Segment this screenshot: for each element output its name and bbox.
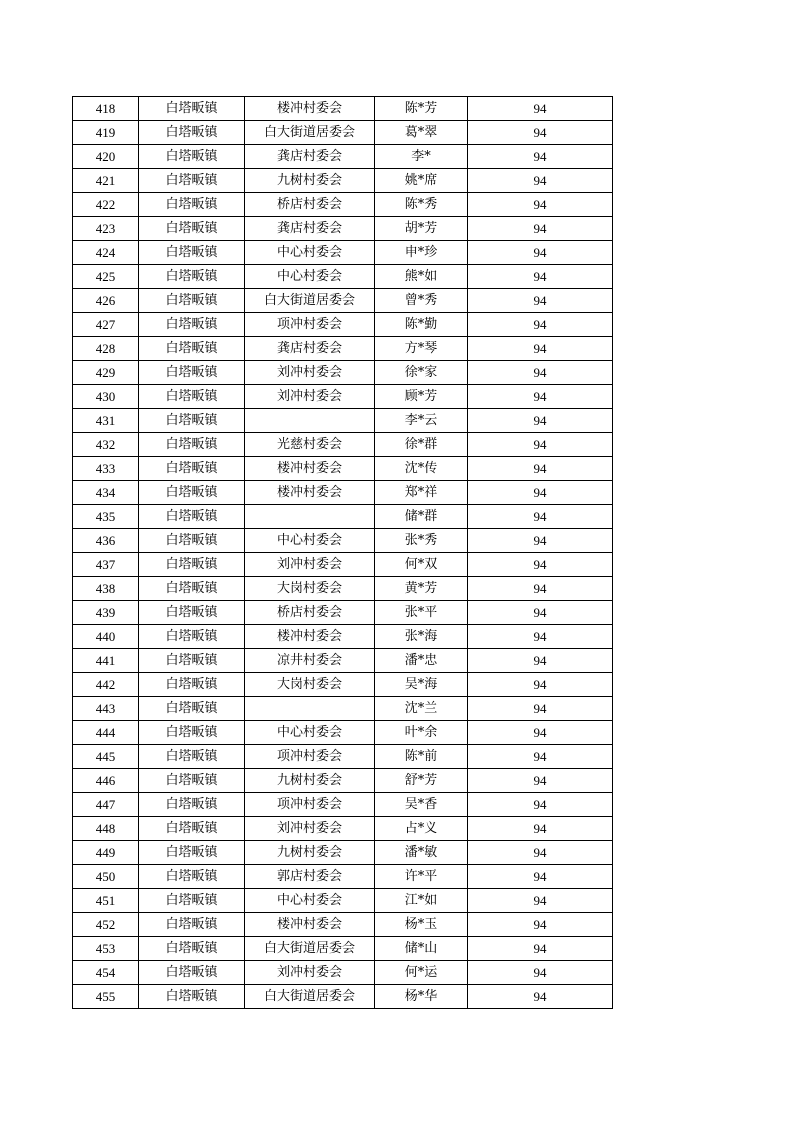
table-row	[73, 241, 613, 265]
village-committee-cell: 大岗村委会	[245, 673, 375, 697]
table-row	[73, 937, 613, 961]
table-row	[73, 121, 613, 145]
village-committee-cell: 白大街道居委会	[245, 121, 375, 145]
name-cell: 张*平	[375, 601, 468, 625]
town-cell: 白塔畈镇	[139, 745, 245, 769]
table-row	[73, 913, 613, 937]
row-number-cell: 431	[73, 409, 139, 433]
row-number-cell: 430	[73, 385, 139, 409]
name-cell: 李*云	[375, 409, 468, 433]
name-cell: 舒*芳	[375, 769, 468, 793]
village-committee-cell: 刘冲村委会	[245, 553, 375, 577]
village-committee-cell	[245, 697, 375, 721]
name-cell: 陈*秀	[375, 193, 468, 217]
name-cell: 黄*芳	[375, 577, 468, 601]
village-committee-cell: 大岗村委会	[245, 577, 375, 601]
score-cell: 94	[468, 169, 613, 193]
table-row	[73, 289, 613, 313]
table-row	[73, 217, 613, 241]
score-cell: 94	[468, 937, 613, 961]
table-row	[73, 97, 613, 121]
village-committee-cell: 中心村委会	[245, 721, 375, 745]
row-number-cell: 435	[73, 505, 139, 529]
table-row	[73, 481, 613, 505]
town-cell: 白塔畈镇	[139, 145, 245, 169]
row-number-cell: 426	[73, 289, 139, 313]
village-committee-cell: 楼冲村委会	[245, 913, 375, 937]
town-cell: 白塔畈镇	[139, 673, 245, 697]
town-cell: 白塔畈镇	[139, 889, 245, 913]
town-cell: 白塔畈镇	[139, 841, 245, 865]
name-cell: 何*运	[375, 961, 468, 985]
village-committee-cell: 中心村委会	[245, 529, 375, 553]
name-cell: 杨*玉	[375, 913, 468, 937]
name-cell: 徐*家	[375, 361, 468, 385]
table-row	[73, 265, 613, 289]
name-cell: 潘*敏	[375, 841, 468, 865]
score-cell: 94	[468, 457, 613, 481]
table-row	[73, 457, 613, 481]
town-cell: 白塔畈镇	[139, 313, 245, 337]
town-cell: 白塔畈镇	[139, 193, 245, 217]
town-cell: 白塔畈镇	[139, 121, 245, 145]
row-number-cell: 422	[73, 193, 139, 217]
score-cell: 94	[468, 193, 613, 217]
town-cell: 白塔畈镇	[139, 625, 245, 649]
row-number-cell: 440	[73, 625, 139, 649]
data-table	[72, 96, 613, 1009]
score-cell: 94	[468, 97, 613, 121]
name-cell: 潘*忠	[375, 649, 468, 673]
name-cell: 徐*群	[375, 433, 468, 457]
name-cell: 吴*香	[375, 793, 468, 817]
town-cell: 白塔畈镇	[139, 721, 245, 745]
table-row	[73, 817, 613, 841]
town-cell: 白塔畈镇	[139, 937, 245, 961]
village-committee-cell: 楼冲村委会	[245, 457, 375, 481]
table-row	[73, 577, 613, 601]
town-cell: 白塔畈镇	[139, 793, 245, 817]
row-number-cell: 429	[73, 361, 139, 385]
score-cell: 94	[468, 361, 613, 385]
score-cell: 94	[468, 505, 613, 529]
row-number-cell: 423	[73, 217, 139, 241]
name-cell: 张*海	[375, 625, 468, 649]
name-cell: 姚*席	[375, 169, 468, 193]
town-cell: 白塔畈镇	[139, 217, 245, 241]
table-row	[73, 601, 613, 625]
village-committee-cell: 龚店村委会	[245, 145, 375, 169]
town-cell: 白塔畈镇	[139, 961, 245, 985]
village-committee-cell: 刘冲村委会	[245, 385, 375, 409]
table-row	[73, 673, 613, 697]
score-cell: 94	[468, 865, 613, 889]
village-committee-cell: 光慈村委会	[245, 433, 375, 457]
town-cell: 白塔畈镇	[139, 601, 245, 625]
table-row	[73, 865, 613, 889]
name-cell: 熊*如	[375, 265, 468, 289]
score-cell: 94	[468, 145, 613, 169]
village-committee-cell: 白大街道居委会	[245, 985, 375, 1009]
score-cell: 94	[468, 769, 613, 793]
name-cell: 叶*余	[375, 721, 468, 745]
row-number-cell: 434	[73, 481, 139, 505]
row-number-cell: 433	[73, 457, 139, 481]
table-row	[73, 169, 613, 193]
name-cell: 储*山	[375, 937, 468, 961]
row-number-cell: 454	[73, 961, 139, 985]
score-cell: 94	[468, 817, 613, 841]
row-number-cell: 438	[73, 577, 139, 601]
name-cell: 何*双	[375, 553, 468, 577]
town-cell: 白塔畈镇	[139, 913, 245, 937]
table-row	[73, 985, 613, 1009]
village-committee-cell: 楼冲村委会	[245, 625, 375, 649]
score-cell: 94	[468, 961, 613, 985]
village-committee-cell	[245, 409, 375, 433]
village-committee-cell: 白大街道居委会	[245, 289, 375, 313]
score-cell: 94	[468, 385, 613, 409]
score-cell: 94	[468, 121, 613, 145]
name-cell: 方*琴	[375, 337, 468, 361]
row-number-cell: 425	[73, 265, 139, 289]
table-row	[73, 841, 613, 865]
name-cell: 沈*传	[375, 457, 468, 481]
town-cell: 白塔畈镇	[139, 553, 245, 577]
town-cell: 白塔畈镇	[139, 337, 245, 361]
row-number-cell: 418	[73, 97, 139, 121]
village-committee-cell: 龚店村委会	[245, 337, 375, 361]
village-committee-cell: 项冲村委会	[245, 313, 375, 337]
table-row	[73, 961, 613, 985]
table-row	[73, 553, 613, 577]
table-row	[73, 745, 613, 769]
score-cell: 94	[468, 625, 613, 649]
name-cell: 葛*翠	[375, 121, 468, 145]
score-cell: 94	[468, 673, 613, 697]
table-row	[73, 361, 613, 385]
village-committee-cell: 中心村委会	[245, 241, 375, 265]
village-committee-cell: 九树村委会	[245, 769, 375, 793]
name-cell: 储*群	[375, 505, 468, 529]
town-cell: 白塔畈镇	[139, 361, 245, 385]
score-cell: 94	[468, 409, 613, 433]
row-number-cell: 428	[73, 337, 139, 361]
name-cell: 顾*芳	[375, 385, 468, 409]
table-row	[73, 721, 613, 745]
name-cell: 占*义	[375, 817, 468, 841]
table-row	[73, 193, 613, 217]
town-cell: 白塔畈镇	[139, 769, 245, 793]
row-number-cell: 436	[73, 529, 139, 553]
town-cell: 白塔畈镇	[139, 457, 245, 481]
row-number-cell: 427	[73, 313, 139, 337]
row-number-cell: 424	[73, 241, 139, 265]
name-cell: 郑*祥	[375, 481, 468, 505]
score-cell: 94	[468, 913, 613, 937]
town-cell: 白塔畈镇	[139, 241, 245, 265]
row-number-cell: 451	[73, 889, 139, 913]
score-cell: 94	[468, 721, 613, 745]
village-committee-cell: 中心村委会	[245, 265, 375, 289]
row-number-cell: 447	[73, 793, 139, 817]
name-cell: 申*珍	[375, 241, 468, 265]
town-cell: 白塔畈镇	[139, 433, 245, 457]
row-number-cell: 442	[73, 673, 139, 697]
town-cell: 白塔畈镇	[139, 265, 245, 289]
row-number-cell: 445	[73, 745, 139, 769]
score-cell: 94	[468, 745, 613, 769]
village-committee-cell: 楼冲村委会	[245, 481, 375, 505]
score-cell: 94	[468, 577, 613, 601]
row-number-cell: 441	[73, 649, 139, 673]
village-committee-cell: 楼冲村委会	[245, 97, 375, 121]
town-cell: 白塔畈镇	[139, 97, 245, 121]
row-number-cell: 452	[73, 913, 139, 937]
score-cell: 94	[468, 889, 613, 913]
village-committee-cell: 项冲村委会	[245, 793, 375, 817]
village-committee-cell	[245, 505, 375, 529]
score-cell: 94	[468, 313, 613, 337]
score-cell: 94	[468, 265, 613, 289]
row-number-cell: 443	[73, 697, 139, 721]
name-cell: 沈*兰	[375, 697, 468, 721]
town-cell: 白塔畈镇	[139, 385, 245, 409]
village-committee-cell: 白大街道居委会	[245, 937, 375, 961]
score-cell: 94	[468, 601, 613, 625]
row-number-cell: 419	[73, 121, 139, 145]
table-body	[73, 97, 613, 1009]
score-cell: 94	[468, 481, 613, 505]
table-row	[73, 649, 613, 673]
name-cell: 吴*海	[375, 673, 468, 697]
row-number-cell: 446	[73, 769, 139, 793]
town-cell: 白塔畈镇	[139, 289, 245, 313]
name-cell: 李*	[375, 145, 468, 169]
village-committee-cell: 刘冲村委会	[245, 817, 375, 841]
table-row	[73, 793, 613, 817]
name-cell: 陈*勤	[375, 313, 468, 337]
row-number-cell: 444	[73, 721, 139, 745]
table-row	[73, 385, 613, 409]
name-cell: 陈*芳	[375, 97, 468, 121]
table-row	[73, 433, 613, 457]
table-row	[73, 337, 613, 361]
row-number-cell: 453	[73, 937, 139, 961]
score-cell: 94	[468, 697, 613, 721]
name-cell: 曾*秀	[375, 289, 468, 313]
village-committee-cell: 九树村委会	[245, 169, 375, 193]
name-cell: 江*如	[375, 889, 468, 913]
score-cell: 94	[468, 841, 613, 865]
village-committee-cell: 中心村委会	[245, 889, 375, 913]
name-cell: 杨*华	[375, 985, 468, 1009]
table-row	[73, 769, 613, 793]
name-cell: 张*秀	[375, 529, 468, 553]
town-cell: 白塔畈镇	[139, 865, 245, 889]
table-row	[73, 889, 613, 913]
table-row	[73, 505, 613, 529]
town-cell: 白塔畈镇	[139, 481, 245, 505]
village-committee-cell: 桥店村委会	[245, 601, 375, 625]
row-number-cell: 448	[73, 817, 139, 841]
town-cell: 白塔畈镇	[139, 169, 245, 193]
score-cell: 94	[468, 649, 613, 673]
row-number-cell: 450	[73, 865, 139, 889]
score-cell: 94	[468, 241, 613, 265]
name-cell: 许*平	[375, 865, 468, 889]
village-committee-cell: 凉井村委会	[245, 649, 375, 673]
name-cell: 胡*芳	[375, 217, 468, 241]
score-cell: 94	[468, 793, 613, 817]
row-number-cell: 420	[73, 145, 139, 169]
score-cell: 94	[468, 553, 613, 577]
score-cell: 94	[468, 433, 613, 457]
village-committee-cell: 项冲村委会	[245, 745, 375, 769]
row-number-cell: 439	[73, 601, 139, 625]
town-cell: 白塔畈镇	[139, 577, 245, 601]
town-cell: 白塔畈镇	[139, 649, 245, 673]
row-number-cell: 421	[73, 169, 139, 193]
table-row	[73, 625, 613, 649]
row-number-cell: 432	[73, 433, 139, 457]
town-cell: 白塔畈镇	[139, 409, 245, 433]
row-number-cell: 455	[73, 985, 139, 1009]
table-row	[73, 697, 613, 721]
town-cell: 白塔畈镇	[139, 529, 245, 553]
score-cell: 94	[468, 985, 613, 1009]
town-cell: 白塔畈镇	[139, 985, 245, 1009]
village-committee-cell: 九树村委会	[245, 841, 375, 865]
village-committee-cell: 龚店村委会	[245, 217, 375, 241]
score-cell: 94	[468, 337, 613, 361]
town-cell: 白塔畈镇	[139, 505, 245, 529]
name-cell: 陈*前	[375, 745, 468, 769]
row-number-cell: 449	[73, 841, 139, 865]
table-row	[73, 529, 613, 553]
score-cell: 94	[468, 289, 613, 313]
village-committee-cell: 刘冲村委会	[245, 361, 375, 385]
row-number-cell: 437	[73, 553, 139, 577]
score-cell: 94	[468, 217, 613, 241]
table-row	[73, 409, 613, 433]
village-committee-cell: 郭店村委会	[245, 865, 375, 889]
town-cell: 白塔畈镇	[139, 697, 245, 721]
town-cell: 白塔畈镇	[139, 817, 245, 841]
score-cell: 94	[468, 529, 613, 553]
table-row	[73, 145, 613, 169]
village-committee-cell: 刘冲村委会	[245, 961, 375, 985]
village-committee-cell: 桥店村委会	[245, 193, 375, 217]
table-row	[73, 313, 613, 337]
